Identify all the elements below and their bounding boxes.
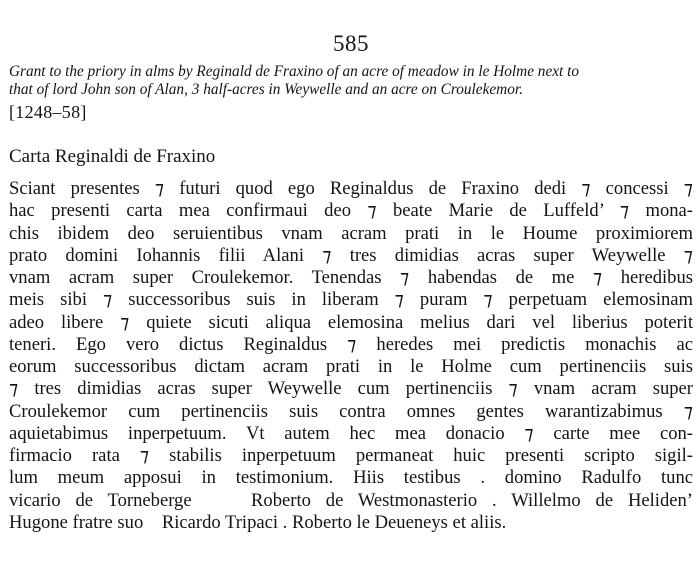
body-line: ⁊ tres dimidias acras super Weywelle cum pertinenciis ⁊ vnam acram super <box>9 378 693 400</box>
charter-heading: Carta Reginaldi de Fraxino <box>9 146 216 167</box>
body-line: prato domini Iohannis filii Alani ⁊ tres dimidias acras super Weywelle ⁊ <box>9 244 693 266</box>
charter-summary <box>9 63 693 99</box>
body-line: Hugone fratre suo Ricardo Tripaci . Roberto le Deueneys et aliis. <box>9 511 507 533</box>
body-line: Sciant presentes ⁊ futuri quod ego Reginaldus de Fraxino dedi ⁊ concessi ⁊ <box>9 178 693 199</box>
body-line: adeo libere ⁊ quiete sicuti aliqua elemosina melius dari vel liberius poterit <box>9 311 693 333</box>
charter-number: 585 <box>333 31 369 56</box>
body-line: vnam acram super Croulekemor. Tenendas ⁊ habendas de me ⁊ heredibus <box>9 267 693 288</box>
body-line: hac presenti carta mea confirmaui deo ⁊ beate Marie de Luffeld’ ⁊ mona- <box>9 200 693 222</box>
summary-line: Grant to the priory in alms by Reginald de Fraxino of an acre of meadow in le Holme next to <box>9 63 580 80</box>
body-line: eorum successoribus dictam acram prati in le Holme cum pertinenciis suis <box>9 356 693 377</box>
body-line: aquietabimus inperpetuum. Vt autem hec mea donacio ⁊ carte mee con- <box>9 422 693 444</box>
body-line: meis sibi ⁊ successoribus suis in liberam ⁊ puram ⁊ perpetuam elemosinam <box>9 289 693 311</box>
summary-line: that of lord John son of Alan, 3 half-acres in Weywelle and an acre on Croulekemor. <box>9 81 523 98</box>
body-line: firmacio rata ⁊ stabilis inperpetuum permaneat huic presenti scripto sigil- <box>9 445 693 466</box>
body-line: chis ibidem deo seruientibus vnam acram prati in le Houme proximiorem <box>9 222 693 244</box>
charter-date: [1248–58] <box>9 102 87 122</box>
body-line: teneri. Ego vero dictus Reginaldus ⁊ heredes mei predictis monachis ac <box>9 333 693 355</box>
body-line: Croulekemor cum pertinenciis suis contra omnes gentes warantizabimus ⁊ <box>9 400 693 422</box>
body-line: lum meum apposui in testimonium. Hiis testibus . domino Radulfo tunc <box>9 467 693 489</box>
body-line: vicario de Torneberge Roberto de Westmonasterio . Willelmo de Heliden’ <box>9 489 693 511</box>
charter-body <box>9 178 693 534</box>
